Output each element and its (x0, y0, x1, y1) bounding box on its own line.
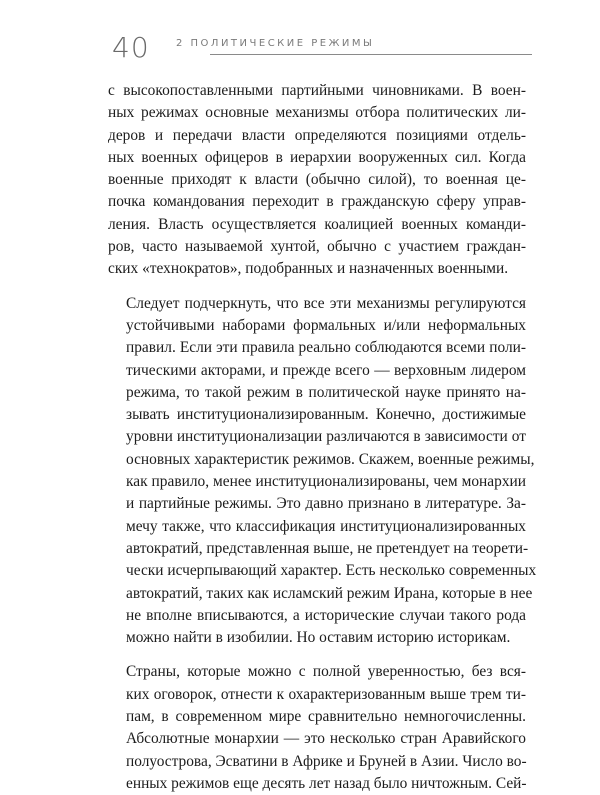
text-line: с высокопоставленными партийными чиновниками. В воен- (108, 82, 526, 99)
text-line: пам, в современном мире сравнительно немногочисленны. (126, 708, 526, 726)
paragraph-1 (108, 80, 526, 281)
text-line: чески исчерпывающий характер. Есть несколько современных (126, 562, 537, 580)
text-line: тическими акторами, и прежде всего — верховным лидером (126, 361, 526, 379)
text-line: ных режимах основные механизмы отбора политических ли- (108, 104, 526, 122)
text-line: зывать институционализированным. Конечно, достижимые (126, 406, 526, 424)
text-line: как правило, менее институционализированы, чем монархии (126, 473, 526, 491)
text-line: уровни институционализации различаются в зависимости от (126, 428, 526, 446)
text-line: полуострова, Эсватини в Африке и Бруней в Азии. Число во- (126, 752, 527, 770)
chapter-title: 2 ПОЛИТИЧЕСКИЕ РЕЖИМЫ (176, 38, 375, 49)
running-header (112, 32, 532, 68)
text-line: автократий, представленная выше, не претендует на теорети- (126, 539, 529, 557)
text-line: почка командования переходит в гражданскую сферу управ- (108, 193, 526, 211)
text-line: основных характеристик режимов. Скажем, военные режимы, (126, 450, 535, 468)
text-line: можно найти в изобилии. Но оставим историю историкам. (126, 629, 511, 647)
text-line: ления. Власть осуществляется коалицией военных команди- (108, 215, 526, 233)
text-line: енных режимов еще десять лет назад было ничтожным. Сей- (126, 774, 527, 792)
text-line: правил. Если эти правила реально соблюдаются всеми поли- (126, 339, 526, 357)
text-line: ров, часто называемой хунтой, обычно с участием граждан- (108, 238, 526, 256)
page-number: 40 (112, 31, 150, 64)
text-line: Абсолютные монархии — это несколько стран Аравийского (126, 730, 526, 748)
paragraph-3 (108, 661, 526, 795)
text-line: Страны, которые можно с полной уверенностью, без вся- (126, 663, 526, 681)
text-line: Следует подчеркнуть, что все эти механизмы регулируются (126, 294, 526, 312)
text-line: мечу также, что классификация институционализированных (126, 517, 526, 535)
text-line: ких оговорок, отнести к охарактеризованным выше трем ти- (126, 685, 526, 703)
paragraph-2 (108, 293, 537, 650)
text-line: ских «технократов», подобранных и назначенных военными. (108, 260, 509, 278)
text-line: ных военных офицеров в иерархии вооруженных сил. Когда (108, 148, 526, 166)
text-line: военные приходят к власти (обычно силой), то военная це- (108, 171, 526, 189)
text-line: и партийные режимы. Это давно признано в литературе. За- (126, 495, 526, 513)
page-body (108, 80, 537, 795)
text-line: не вполне вписываются, а исторические случаи такого рода (126, 606, 526, 624)
text-line: устойчивыми наборами формальных и/или неформальных (126, 316, 526, 334)
header-rule (210, 54, 532, 55)
text-line: режима, то такой режим в политической науке принято на- (126, 383, 526, 401)
text-line: деров и передачи власти определяются позициями отдель- (108, 126, 526, 144)
text-line: автократий, таких как исламский режим Ирана, которые в нее (126, 584, 533, 602)
